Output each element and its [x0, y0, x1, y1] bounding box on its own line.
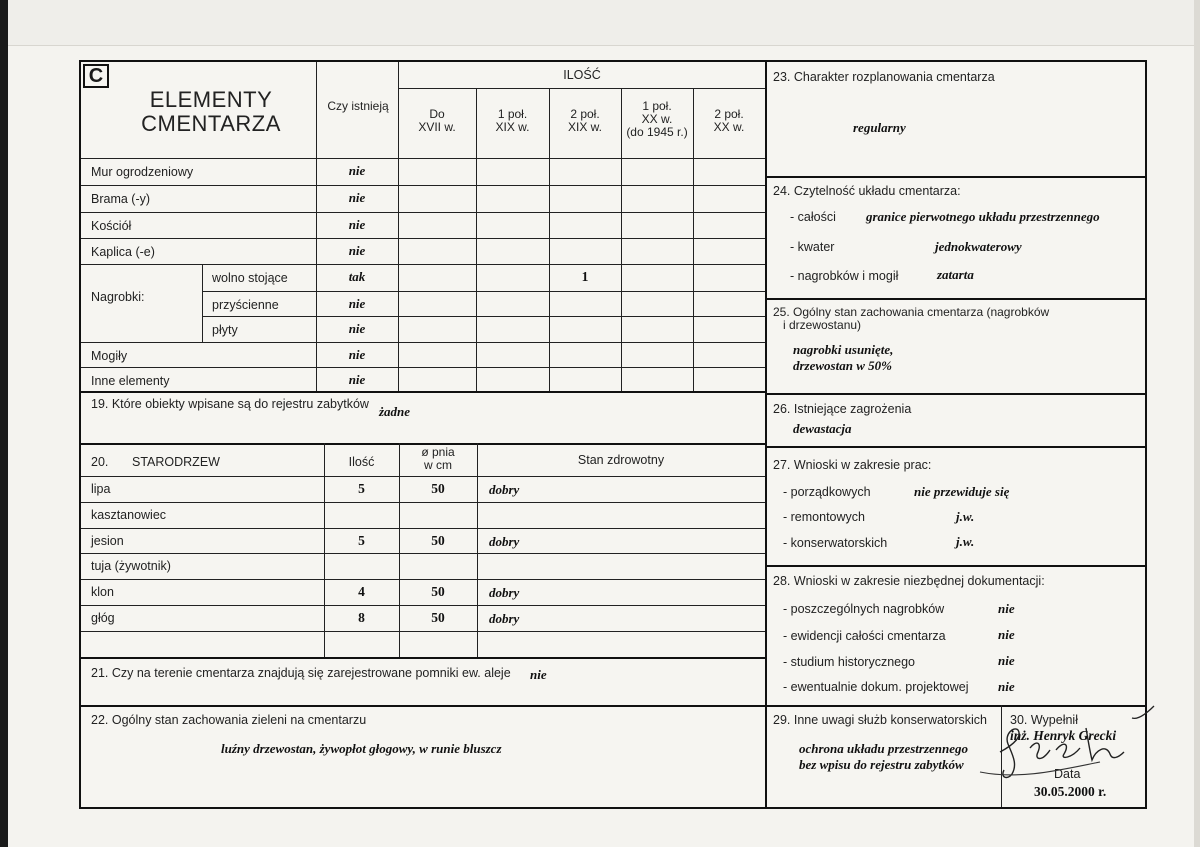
q28-item-value: nie [998, 653, 1015, 668]
section-letter-box: C [83, 64, 109, 88]
element-row-exists: nie [348, 217, 366, 232]
tree-health: dobry [489, 611, 520, 626]
q20-col-qty: Ilość [348, 455, 375, 469]
scan-right-edge [1194, 0, 1200, 847]
tree-name: głóg [91, 611, 115, 625]
q28-item-label: - ewidencji całości cmentarza [783, 629, 946, 643]
nagrobki-label: Nagrobki: [91, 290, 145, 304]
q23-value: regularny [853, 120, 906, 135]
tree-name: kasztanowiec [91, 508, 167, 522]
q20-number: 20. [91, 455, 109, 469]
element-row-label: Mur ogrodzeniowy [91, 165, 194, 179]
element-row-label: Inne elementy [91, 374, 170, 388]
elements-title: ELEMENTY CMENTARZA [141, 87, 281, 136]
q21-value: nie [530, 667, 547, 682]
scan-left-edge [0, 0, 8, 847]
element-row-label: Kaplica (-e) [91, 245, 155, 259]
q30-date-value: 30.05.2000 r. [1034, 784, 1107, 799]
tree-diameter: 50 [431, 481, 445, 496]
period-header: 2 poł. XIX w. [567, 107, 602, 134]
element-row-label: płyty [212, 323, 238, 337]
q20-col-diameter: ø pnia w cm [421, 445, 455, 472]
tree-name: lipa [91, 482, 111, 496]
q28-item-value: nie [998, 601, 1015, 616]
col-quantity-header: ILOŚĆ [563, 68, 601, 82]
cemetery-card-form [79, 60, 1147, 809]
tree-health: dobry [489, 534, 520, 549]
tree-quantity: 8 [358, 610, 365, 625]
element-row-label: Kościół [91, 219, 132, 233]
tree-quantity: 5 [358, 533, 365, 548]
q30-name: inż. Henryk Grecki [1010, 728, 1117, 743]
tree-health: dobry [489, 585, 520, 600]
element-row-exists: nie [348, 190, 366, 205]
q27-item-value: nie przewiduje się [914, 484, 1010, 499]
tree-diameter: 50 [431, 610, 445, 625]
element-row-label: wolno stojące [212, 271, 288, 285]
period-header: Do XVII w. [418, 107, 456, 134]
element-row-quantity: 1 [581, 269, 589, 284]
tree-name: jesion [91, 534, 124, 548]
tree-quantity: 5 [358, 481, 365, 496]
q28-item-label: - ewentualnie dokum. projektowej [783, 680, 969, 694]
q29-value: ochrona układu przestrzennego bez wpisu do rejestru zabytków [799, 741, 969, 772]
q24-item-value: granice pierwotnego układu przestrzennego [866, 209, 1100, 224]
tree-name: tuja (żywotnik) [91, 559, 171, 573]
q23-label: 23. Charakter rozplanowania cmentarza [773, 70, 995, 84]
q24-item-value: jednokwaterowy [935, 239, 1022, 254]
q19-label: 19. Które obiekty wpisane są do rejestru zabytków [91, 397, 369, 411]
q20-col-health: Stan zdrowotny [577, 453, 665, 467]
q22-label: 22. Ogólny stan zachowania zieleni na cmentarzu [91, 713, 367, 727]
tree-diameter: 50 [431, 584, 445, 599]
q28-item-label: - poszczególnych nagrobków [783, 602, 945, 616]
q27-item-label: - porządkowych [783, 485, 871, 499]
element-row-exists: nie [348, 321, 366, 336]
q26-value: dewastacja [793, 421, 852, 436]
q27-item-value: j.w. [956, 509, 975, 524]
signature-icon [960, 700, 1160, 790]
element-row-exists: nie [348, 163, 366, 178]
col-exists-header: Czy istnieją [327, 99, 389, 113]
q27-label: 27. Wnioski w zakresie prac: [773, 458, 932, 472]
q28-label: 28. Wnioski w zakresie niezbędnej dokumentacji: [773, 574, 1045, 588]
element-row-exists: nie [348, 243, 366, 258]
q28-item-label: - studium historycznego [783, 655, 916, 669]
tree-diameter: 50 [431, 533, 445, 548]
period-header: 1 poł. XIX w. [495, 107, 530, 134]
q20-title: STARODRZEW [132, 455, 220, 469]
q19-value: żadne [379, 404, 411, 419]
q27-item-value: j.w. [956, 534, 975, 549]
tree-quantity: 4 [358, 584, 365, 599]
element-row-label: Mogiły [91, 349, 128, 363]
q27-item-label: - remontowych [783, 510, 865, 524]
q24-item-label: - kwater [790, 240, 835, 254]
element-row-exists: nie [348, 347, 366, 362]
q21-label: 21. Czy na terenie cmentarza znajdują się zarejestrowane pomniki ew. aleje [91, 666, 511, 680]
q24-label: 24. Czytelność układu cmentarza: [773, 184, 961, 198]
q28-item-value: nie [998, 679, 1015, 694]
tree-name: klon [91, 585, 114, 599]
element-row-exists: nie [348, 296, 366, 311]
element-row-label: Brama (-y) [91, 192, 151, 206]
period-header: 1 poł. XX w. (do 1945 r.) [626, 99, 688, 139]
q30-label: 30. Wypełnił [1010, 713, 1078, 727]
period-header: 2 poł. XX w. [713, 107, 745, 134]
q22-value: luźny drzewostan, żywopłot głogowy, w runie bluszcz [221, 741, 502, 756]
q25-value: nagrobki usunięte, drzewostan w 50% [793, 342, 894, 373]
element-row-label: przyścienne [212, 298, 279, 312]
q30-date-label: Data [1054, 767, 1081, 781]
element-row-exists: tak [348, 269, 366, 284]
q25-label: 25. Ogólny stan zachowania cmentarza (nagrobków i drzewostanu) [773, 305, 1050, 332]
q24-item-value: zatarta [937, 267, 974, 282]
tree-health: dobry [489, 482, 520, 497]
q26-label: 26. Istniejące zagrożenia [773, 402, 912, 416]
q24-item-label: - nagrobków i mogił [790, 269, 899, 283]
element-row-exists: nie [348, 372, 366, 387]
q29-label: 29. Inne uwagi służb konserwatorskich [773, 713, 988, 727]
scan-top-margin [0, 0, 1200, 45]
q28-item-value: nie [998, 627, 1015, 642]
q24-item-label: - całości [790, 210, 836, 224]
q27-item-label: - konserwatorskich [783, 536, 888, 550]
